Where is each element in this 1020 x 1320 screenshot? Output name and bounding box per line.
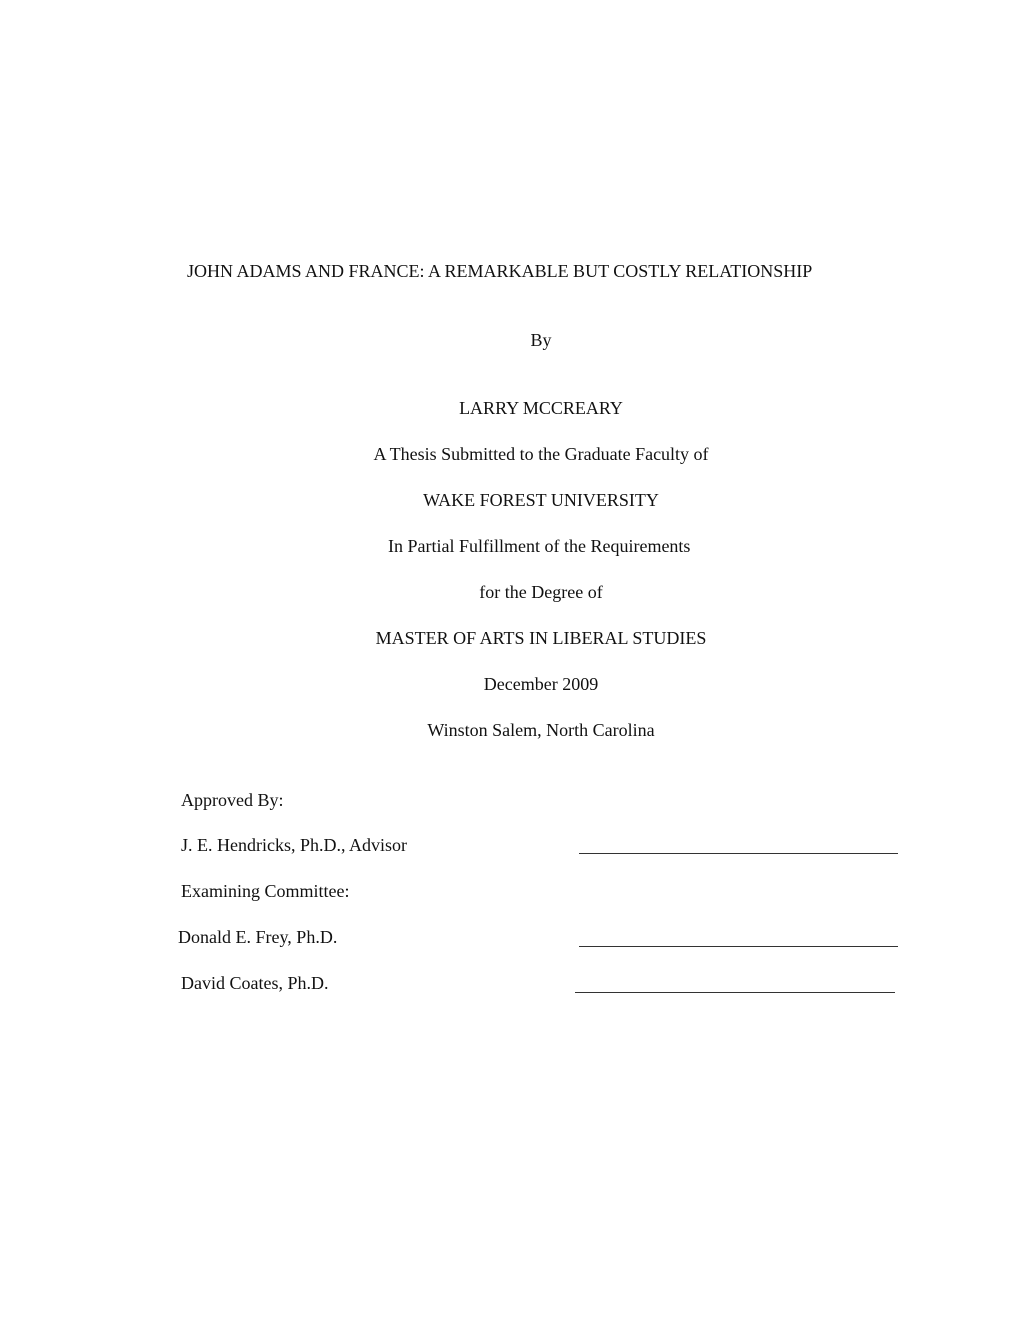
thesis-title: JOHN ADAMS AND FRANCE: A REMARKABLE BUT COSTLY RELATIONSHIP	[187, 261, 813, 281]
fulfillment-statement: In Partial Fulfillment of the Requirements	[388, 536, 691, 556]
advisor-signature-line	[579, 853, 898, 854]
committee-member-frey: Donald E. Frey, Ph.D.	[178, 927, 338, 947]
submission-location: Winston Salem, North Carolina	[427, 720, 655, 740]
degree-name: MASTER OF ARTS IN LIBERAL STUDIES	[375, 628, 707, 648]
examining-committee-label: Examining Committee:	[181, 881, 350, 901]
university-name: WAKE FOREST UNIVERSITY	[423, 490, 659, 510]
author-name: LARRY MCCREARY	[459, 398, 623, 418]
degree-intro: for the Degree of	[479, 582, 603, 602]
advisor-name: J. E. Hendricks, Ph.D., Advisor	[181, 835, 407, 855]
approved-by-label: Approved By:	[181, 790, 284, 810]
committee-member-coates: David Coates, Ph.D.	[181, 973, 329, 993]
by-line: By	[530, 330, 552, 350]
coates-signature-line	[575, 992, 895, 993]
submission-date: December 2009	[483, 674, 599, 694]
frey-signature-line	[579, 946, 898, 947]
submitted-statement: A Thesis Submitted to the Graduate Faculty of	[373, 444, 709, 464]
